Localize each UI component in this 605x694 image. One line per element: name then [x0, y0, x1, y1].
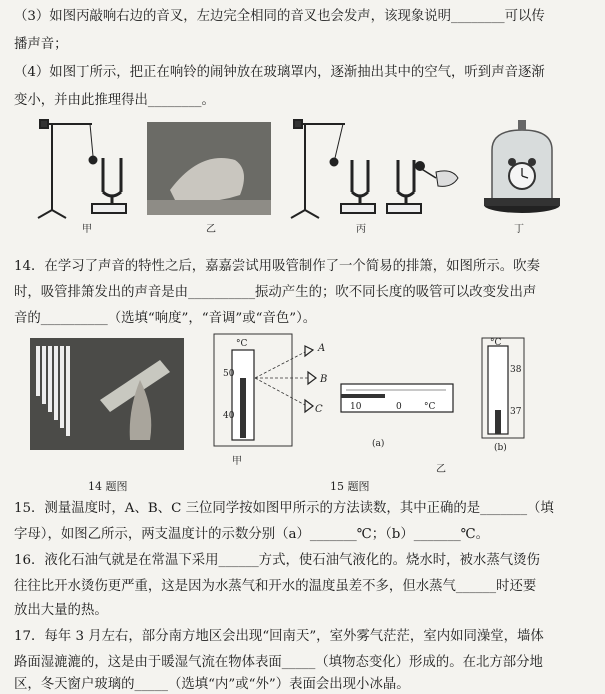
caption-15: 15 题图: [330, 480, 370, 493]
label-jia-15: 甲: [232, 456, 242, 467]
text-line: 区，冬天窗户玻璃的_____（选填“内”或“外”）表面会出现小冰晶。: [14, 677, 410, 692]
label-yi: 乙: [206, 224, 216, 235]
text-line: 17．每年 3 月左右，部分南方地区会出现“回南天”，室外雾气茫茫，室内如同澡堂，墙体: [14, 629, 544, 644]
caption-14: 14 题图: [88, 480, 128, 493]
thermometer-b-unit: °C: [490, 338, 502, 348]
text-line: 往往比开水烫伤更严重，这是因为水蒸气和开水的温度虽差不多，但水蒸气______时还要: [14, 579, 537, 594]
eye-label-a: A: [318, 343, 326, 354]
label-yi-15: 乙: [436, 464, 446, 475]
thermometer-jia-unit: °C: [236, 339, 248, 349]
eye-label-c: C: [315, 404, 323, 415]
eye-icons: [305, 346, 316, 412]
text-line: 变小，并由此推理得出________。: [14, 93, 215, 108]
eye-label-b: B: [320, 374, 328, 385]
text-line: （3）如图丙敲响右边的音叉，左边完全相同的音叉也会发声，该现象说明________可以传: [14, 9, 545, 24]
tick-0: 0: [396, 402, 402, 412]
text-line: 时，吸管排箫发出的声音是由__________振动产生的；吹不同长度的吸管可以改变发出声: [14, 285, 537, 300]
tick-10: 10: [350, 402, 362, 412]
text-line: 15．测量温度时，A、B、C 三位同学按如图甲所示的方法读数，其中正确的是_______（填: [14, 501, 554, 516]
label-jia: 甲: [82, 224, 92, 235]
text-line: 音的__________（选填“响度”，“音调”或“音色”）。: [14, 311, 317, 326]
tick-unit: °C: [424, 402, 436, 412]
tick-37: 37: [510, 407, 522, 417]
tick-38: 38: [510, 365, 522, 375]
text-line: （4）如图丁所示，把正在响铃的闹钟放在玻璃罩内，逐渐抽出其中的空气，听到声音逐渐: [14, 65, 545, 80]
text-line: 字母），如图乙所示，两支温度计的示数分别（a）_______℃；（b）_______℃。: [14, 527, 490, 542]
text-line: 播声音；: [14, 37, 68, 52]
label-bing: 丙: [356, 224, 366, 235]
label-ding: 丁: [514, 224, 524, 235]
text-line: 放出大量的热。: [14, 603, 108, 618]
label-a: (a): [372, 439, 385, 449]
panpipe-photo: [30, 338, 184, 450]
tick-40: 40: [223, 411, 235, 421]
text-line: 路面湿漉漉的，这是由于暖湿气流在物体表面_____（填物态变化）形成的。在北方部分地: [14, 655, 543, 670]
text-line: 16．液化石油气就是在常温下采用______方式，使石油气液化的。烧水时，被水蒸气烫伤: [14, 553, 540, 568]
text-line: 14．在学习了声音的特性之后，嘉嘉尝试用吸管制作了一个简易的排箫，如图所示。吹奏: [14, 259, 540, 274]
tick-50: 50: [223, 369, 235, 379]
label-b: (b): [494, 443, 507, 453]
